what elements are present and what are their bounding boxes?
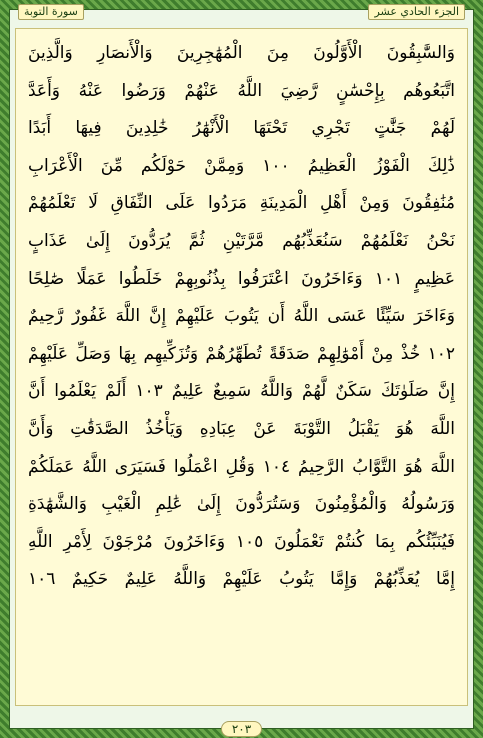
text-line-9: ١٠٢ خُذْ مِنْ أَمْوَٰلِهِمْ صَدَقَةً تُطَهِّرُهُمْ وَتُزَكِّيهِم بِهَا وَصَلِّ عَلَيْهِمْ xyxy=(28,343,455,364)
text-line-8: وَءَاخَرَ سَيِّئًا عَسَى اللَّهُ أَن يَتُوبَ عَلَيْهِمْ إِنَّ اللَّهَ غَفُورٌ رَّحِيمٌ xyxy=(28,306,455,327)
text-line-3: لَهُمْ جَنَّٰتٍ تَجْرِي تَحْتَهَا الْأَنْهَٰرُ خَٰلِدِينَ فِيهَا أَبَدًا xyxy=(28,118,455,139)
quran-text-panel xyxy=(15,28,468,706)
text-line-12: اللَّهَ هُوَ التَّوَّابُ الرَّحِيمُ ١٠٤ وَقُلِ اعْمَلُوا فَسَيَرَى اللَّهُ عَمَلَكُمْ xyxy=(28,456,455,477)
text-line-15: إِمَّا يُعَذِّبُهُمْ وَإِمَّا يَتُوبُ عَلَيْهِمْ وَاللَّهُ عَلِيمٌ حَكِيمٌ ١٠٦ xyxy=(28,569,455,590)
text-line-10: إِنَّ صَلَوٰتَكَ سَكَنٌ لَّهُمْ وَاللَّهُ سَمِيعٌ عَلِيمٌ ١٠٣ أَلَمْ يَعْلَمُوا أَنَّ xyxy=(28,381,455,402)
text-line-6: نَحْنُ نَعْلَمُهُمْ سَنُعَذِّبُهُم مَّرَّتَيْنِ ثُمَّ يُرَدُّونَ إِلَىٰ عَذَابٍ xyxy=(28,230,455,251)
text-line-7: عَظِيمٍ ١٠١ وَءَاخَرُونَ اعْتَرَفُوا بِذُنُوبِهِمْ خَلَطُوا عَمَلًا صَٰلِحًا xyxy=(28,268,455,289)
page-number: ٢٠٣ xyxy=(221,721,262,737)
text-line-14: فَيُنَبِّئُكُم بِمَا كُنتُمْ تَعْمَلُونَ ١٠٥ وَءَاخَرُونَ مُرْجَوْنَ لِأَمْرِ اللَّهِ xyxy=(28,531,455,552)
page-footer xyxy=(0,721,483,737)
text-line-5: مُنَٰفِقُونَ وَمِنْ أَهْلِ الْمَدِينَةِ مَرَدُوا عَلَى النِّفَاقِ لَا تَعْلَمُهُمْ xyxy=(28,193,455,214)
text-line-11: اللَّهَ هُوَ يَقْبَلُ التَّوْبَةَ عَنْ عِبَادِهِ وَيَأْخُذُ الصَّدَقَٰتِ وَأَنَّ xyxy=(28,418,455,439)
juz-label: الجزء الحادي عشر xyxy=(368,4,465,20)
surah-label: سورة التوبة xyxy=(18,4,84,20)
text-line-4: ذَٰلِكَ الْفَوْزُ الْعَظِيمُ ١٠٠ وَمِمَّنْ حَوْلَكُم مِّنَ الْأَعْرَابِ xyxy=(28,155,455,176)
text-line-13: وَرَسُولُهُ وَالْمُؤْمِنُونَ وَسَتُرَدُّونَ إِلَىٰ عَٰلِمِ الْغَيْبِ وَالشَّهَٰدَةِ xyxy=(28,494,455,515)
text-line-2: اتَّبَعُوهُم بِإِحْسَٰنٍ رَّضِيَ اللَّهُ عَنْهُمْ وَرَضُوا عَنْهُ وَأَعَدَّ xyxy=(28,80,455,101)
text-line-1: وَالسَّٰبِقُونَ الْأَوَّلُونَ مِنَ الْمُهَٰجِرِينَ وَالْأَنصَارِ وَالَّذِينَ xyxy=(28,43,455,63)
page-header xyxy=(18,4,465,20)
